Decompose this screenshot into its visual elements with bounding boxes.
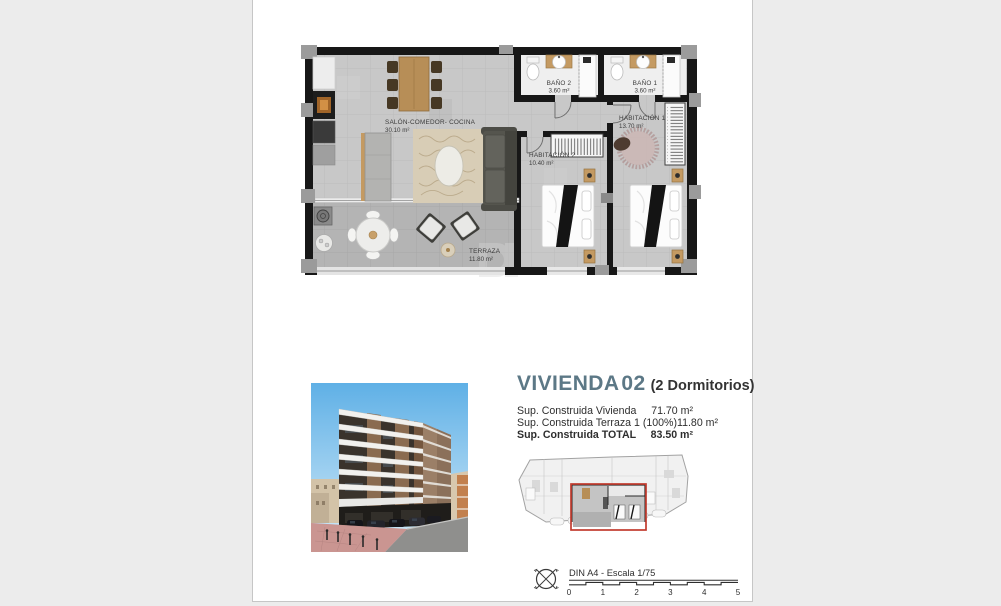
- scale-tick: 0: [566, 588, 572, 597]
- area-bano2: 3.60 m²: [548, 87, 570, 95]
- key-plan: [516, 452, 691, 544]
- surface-value: 71.70 m²: [651, 405, 693, 417]
- surface-value: 11.80 m²: [676, 417, 719, 430]
- label-habitacion2: HABITACIÓN 2: [529, 152, 576, 159]
- a4-sheet: [252, 0, 753, 602]
- label-salon: SALÓN-COMEDOR- COCINA: [385, 119, 476, 126]
- surface-value: 83.50 m²: [650, 429, 693, 442]
- surface-row-total: [517, 429, 693, 441]
- label-bano2: BAÑO 2: [546, 80, 572, 87]
- surface-label: Sup. Construida TOTAL: [517, 429, 637, 442]
- coffee-table: [435, 146, 463, 186]
- scale-bar: [529, 564, 744, 598]
- area-salon: 30.10 m²: [385, 127, 410, 134]
- label-terraza: TERRAZA: [469, 248, 501, 255]
- scale-ticks: [567, 588, 741, 597]
- unit-title: [517, 372, 755, 396]
- area-bano1: 3.60 m²: [634, 87, 656, 95]
- surface-label: Sup. Construida Terraza 1 (100%): [517, 417, 677, 430]
- wardrobe-bedroom1: [665, 103, 685, 165]
- surface-row: [517, 417, 719, 430]
- living-rug: [413, 129, 483, 203]
- unit-subtitle: (2 Dormitorios): [650, 378, 755, 394]
- scale-tick: 1: [600, 588, 606, 597]
- scale-tick: 2: [634, 588, 639, 597]
- sideboard: [361, 133, 391, 201]
- scale-steps: [569, 582, 738, 584]
- scale-tick: 3: [668, 588, 673, 597]
- scale-tick: 4: [701, 588, 707, 597]
- unit-details: [517, 372, 755, 442]
- area-terraza: 11.80 m²: [469, 256, 493, 263]
- dining-table: [387, 57, 442, 111]
- north-arrow-icon: [534, 570, 559, 589]
- scale-caption: DIN A4 - Escala 1/75: [569, 568, 656, 578]
- sofa: [481, 127, 517, 211]
- area-habitacion2: 10.40 m²: [529, 160, 554, 167]
- unit-title-number: 02: [621, 372, 646, 395]
- surface-row: [517, 405, 693, 417]
- label-habitacion1: HABITACIÓN 1: [619, 115, 666, 122]
- surface-table: [517, 405, 719, 442]
- area-habitacion1: 13.70 m²: [619, 123, 644, 130]
- surface-label: Sup. Construida Vivienda: [517, 405, 637, 417]
- scale-tick: 5: [735, 588, 741, 597]
- unit-title-text: VIVIENDA: [517, 372, 620, 395]
- floor-plan: [301, 45, 701, 283]
- key-plan-unit: [571, 484, 646, 530]
- kitchen-units: [313, 57, 335, 165]
- building-photo: [311, 383, 468, 552]
- label-bano1: BAÑO 1: [632, 80, 658, 87]
